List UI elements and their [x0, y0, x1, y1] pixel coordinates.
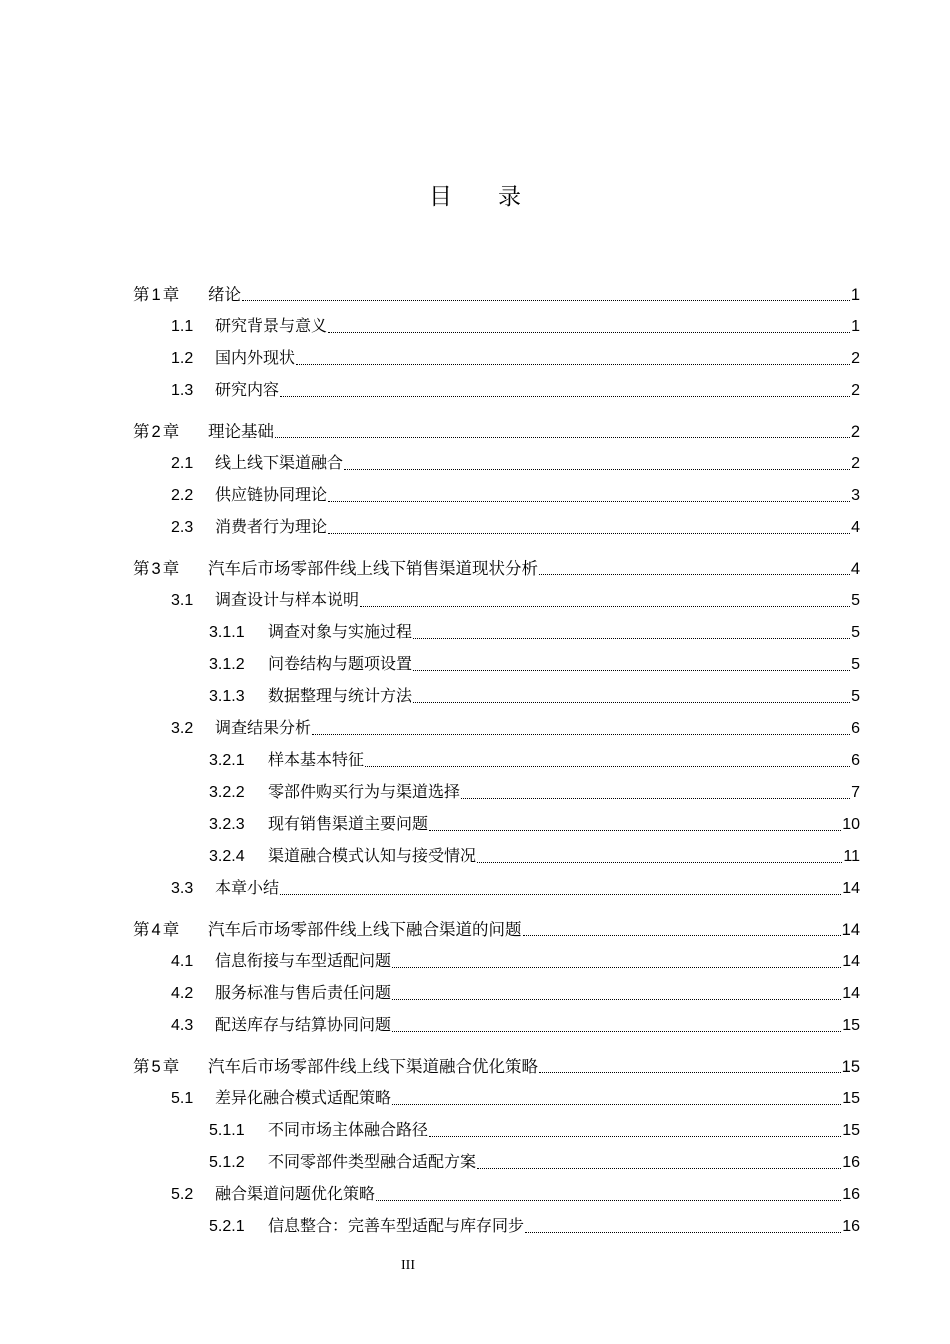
chapter-number: 1 [151, 286, 161, 304]
section-number: 5.1.2 [209, 1154, 245, 1171]
toc-entry-page: 4 [851, 519, 860, 536]
dot-leader [344, 469, 850, 470]
dot-leader [328, 533, 850, 534]
toc-entry-label: 渠道融合模式认知与接受情况 [268, 846, 477, 865]
dot-leader [376, 1200, 841, 1201]
toc-entry-page: 3 [851, 487, 860, 504]
dot-leader [539, 574, 850, 575]
dot-leader [392, 1104, 841, 1105]
toc-entry-number [209, 1152, 268, 1172]
toc-entry[interactable] [171, 875, 860, 899]
dot-leader [413, 638, 850, 639]
toc-entry[interactable] [133, 916, 860, 940]
toc-entry-label: 调查结果分析 [215, 718, 312, 737]
toc-entry-number [171, 590, 215, 610]
toc-entry-number [171, 380, 215, 400]
toc-entry[interactable] [171, 1012, 860, 1036]
toc-entry[interactable] [209, 811, 860, 835]
toc-entry-label: 服务标准与售后责任问题 [215, 983, 392, 1002]
section-number: 5.2 [171, 1186, 194, 1203]
toc-entry-label: 信息衔接与车型适配问题 [215, 951, 392, 970]
toc-entry[interactable] [171, 980, 860, 1004]
section-number: 5.1 [171, 1090, 194, 1107]
toc-entry-page: 5 [851, 592, 860, 609]
toc-entry-number [133, 281, 208, 305]
toc-entry-label: 调查设计与样本说明 [215, 590, 360, 609]
toc-entry-page: 1 [850, 286, 860, 304]
toc-entry-label: 汽车后市场零部件线上线下融合渠道的问题 [208, 920, 522, 939]
toc-entry-page: 11 [843, 848, 860, 865]
toc-entry-number [171, 718, 215, 738]
toc-entry-number [171, 878, 215, 898]
dot-leader [525, 1232, 841, 1233]
chapter-suffix: 章 [162, 285, 180, 304]
section-number: 4.3 [171, 1017, 194, 1034]
toc-entry-number [171, 1015, 215, 1035]
toc-entry[interactable] [171, 345, 860, 369]
dot-leader [360, 606, 850, 607]
toc-entry-label: 线上线下渠道融合 [215, 453, 344, 472]
dot-leader [392, 999, 841, 1000]
dot-leader [429, 1136, 841, 1137]
toc-entry-page: 10 [842, 816, 860, 833]
toc-entry-number [171, 983, 215, 1003]
toc-entry-number [171, 1088, 215, 1108]
section-number: 3.3 [171, 880, 194, 897]
toc-entry[interactable] [171, 313, 860, 337]
toc-entry-number [171, 485, 215, 505]
toc-entry-label: 样本基本特征 [268, 750, 365, 769]
page-number: III [401, 1258, 415, 1273]
toc-entry-label: 汽车后市场零部件线上线下渠道融合优化策略 [208, 1057, 538, 1076]
toc-entry[interactable] [171, 514, 860, 538]
toc-entry-page: 2 [851, 382, 860, 399]
toc-entry-number [209, 1120, 268, 1140]
toc-entry-page: 2 [850, 423, 860, 441]
toc-entry-page: 14 [842, 953, 860, 970]
toc-entry-page: 15 [842, 1017, 860, 1034]
toc-entry-number [133, 1053, 208, 1077]
dot-leader [275, 437, 850, 438]
toc-entry-page: 14 [842, 985, 860, 1002]
toc-entry-number [133, 418, 208, 442]
toc-entry-label: 不同市场主体融合路径 [268, 1120, 429, 1139]
chapter-prefix: 第 [133, 285, 150, 304]
toc-entry-page: 7 [851, 784, 860, 801]
chapter-suffix: 章 [162, 920, 180, 939]
chapter-suffix: 章 [162, 559, 180, 578]
chapter-prefix: 第 [133, 559, 150, 578]
toc-entry-label: 现有销售渠道主要问题 [268, 814, 429, 833]
section-number: 3.2 [171, 720, 194, 737]
dot-leader [413, 702, 850, 703]
toc-entry[interactable] [209, 619, 860, 643]
toc-entry[interactable] [133, 418, 860, 442]
toc-entry[interactable] [171, 377, 860, 401]
toc-entry-page: 16 [842, 1154, 860, 1171]
toc-entry-page: 16 [842, 1186, 860, 1203]
dot-leader [296, 364, 850, 365]
toc-entry-page: 5 [851, 688, 860, 705]
toc-entry-label: 零部件购买行为与渠道选择 [268, 782, 461, 801]
toc-entry[interactable] [171, 587, 860, 611]
toc-entry-label: 绪论 [208, 285, 241, 304]
chapter-number: 3 [151, 560, 161, 578]
toc-entry[interactable] [209, 1149, 860, 1173]
dot-leader [242, 300, 850, 301]
toc-entry[interactable] [171, 450, 860, 474]
section-number: 5.1.1 [209, 1122, 245, 1139]
toc-entry-label: 配送库存与结算协同问题 [215, 1015, 392, 1034]
toc-entry-page: 4 [850, 560, 860, 578]
toc-entry-number [209, 814, 268, 834]
toc-entry-label: 本章小结 [215, 878, 280, 897]
chapter-suffix: 章 [162, 422, 180, 441]
toc-entry-page: 2 [851, 350, 860, 367]
toc-title-part1: 目 [429, 184, 452, 210]
toc-entry-number [209, 1216, 268, 1236]
toc-entry-label: 研究内容 [215, 380, 280, 399]
section-number: 3.2.3 [209, 816, 245, 833]
toc-entry-label: 供应链协同理论 [215, 485, 328, 504]
toc-entry-label: 差异化融合模式适配策略 [215, 1088, 392, 1107]
toc-entry-number [171, 453, 215, 473]
toc-entry-number [171, 316, 215, 336]
toc-entry-page: 5 [851, 656, 860, 673]
chapter-number: 4 [151, 921, 161, 939]
toc-entry[interactable] [209, 683, 860, 707]
toc-entry-number [209, 654, 268, 674]
toc-entry-page: 16 [842, 1218, 860, 1235]
section-number: 3.2.2 [209, 784, 245, 801]
toc-entry-page: 14 [842, 880, 860, 897]
dot-leader [477, 862, 842, 863]
toc-entry-number [171, 517, 215, 537]
toc-entry[interactable] [209, 843, 860, 867]
section-number: 1.2 [171, 350, 194, 367]
toc-title [0, 178, 950, 211]
section-number: 1.3 [171, 382, 194, 399]
toc-entry-number [133, 916, 208, 940]
toc-entry[interactable] [171, 1181, 860, 1205]
toc-entry-page: 2 [851, 455, 860, 472]
section-number: 5.2.1 [209, 1218, 245, 1235]
toc-entry-number [171, 348, 215, 368]
dot-leader [392, 1031, 841, 1032]
dot-leader [312, 734, 850, 735]
toc-entry-page: 15 [841, 1058, 860, 1076]
toc-entry[interactable] [133, 1053, 860, 1077]
chapter-prefix: 第 [133, 920, 150, 939]
dot-leader [429, 830, 841, 831]
toc-entry-page: 15 [842, 1090, 860, 1107]
section-number: 2.2 [171, 487, 194, 504]
dot-leader [328, 332, 850, 333]
section-number: 3.2.4 [209, 848, 245, 865]
toc-entry[interactable] [171, 948, 860, 972]
toc-title-part2: 录 [498, 184, 521, 210]
toc-entry-number [171, 951, 215, 971]
toc-entry-label: 问卷结构与题项设置 [268, 654, 413, 673]
dot-leader [539, 1072, 841, 1073]
dot-leader [413, 670, 850, 671]
toc-entry-label: 调查对象与实施过程 [268, 622, 413, 641]
section-number: 3.2.1 [209, 752, 245, 769]
toc-entry-number [171, 1184, 215, 1204]
dot-leader [477, 1168, 841, 1169]
toc-entry-page: 6 [851, 752, 860, 769]
section-number: 1.1 [171, 318, 194, 335]
dot-leader [461, 798, 850, 799]
toc-entry-label: 数据整理与统计方法 [268, 686, 413, 705]
dot-leader [280, 396, 850, 397]
toc-entry[interactable] [209, 779, 860, 803]
toc-entry[interactable] [133, 555, 860, 579]
section-number: 4.2 [171, 985, 194, 1002]
section-number: 3.1.1 [209, 624, 245, 641]
toc-entry[interactable] [209, 651, 860, 675]
chapter-suffix: 章 [162, 1057, 180, 1076]
toc-entry-page: 5 [851, 624, 860, 641]
toc-entry-label: 信息整合：完善车型适配与库存同步 [268, 1216, 525, 1235]
toc-entry-label: 不同零部件类型融合适配方案 [268, 1152, 477, 1171]
toc-entry[interactable] [171, 482, 860, 506]
toc-entry[interactable] [209, 747, 860, 771]
chapter-prefix: 第 [133, 422, 150, 441]
toc-entry-number [209, 782, 268, 802]
toc-entry-label: 汽车后市场零部件线上线下销售渠道现状分析 [208, 559, 538, 578]
toc-entry-number [209, 750, 268, 770]
dot-leader [280, 894, 841, 895]
toc-entry-label: 消费者行为理论 [215, 517, 328, 536]
toc-entry-page: 1 [851, 318, 860, 335]
toc-entry-label: 融合渠道问题优化策略 [215, 1184, 376, 1203]
chapter-prefix: 第 [133, 1057, 150, 1076]
chapter-number: 2 [151, 423, 161, 441]
toc-entry-label: 国内外现状 [215, 348, 296, 367]
dot-leader [328, 501, 850, 502]
toc-entry-label: 理论基础 [208, 422, 274, 441]
dot-leader [523, 935, 841, 936]
section-number: 4.1 [171, 953, 194, 970]
toc-entry-number [209, 846, 268, 866]
section-number: 3.1 [171, 592, 194, 609]
toc-entry-page: 15 [842, 1122, 860, 1139]
toc-entry-number [209, 686, 268, 706]
section-number: 2.3 [171, 519, 194, 536]
toc-entry[interactable] [209, 1213, 860, 1237]
section-number: 3.1.2 [209, 656, 245, 673]
dot-leader [392, 967, 841, 968]
toc-entry-label: 研究背景与意义 [215, 316, 328, 335]
toc-entry-page: 14 [841, 921, 860, 939]
toc-entry[interactable] [209, 1117, 860, 1141]
toc-entry-number [209, 622, 268, 642]
dot-leader [365, 766, 850, 767]
chapter-number: 5 [151, 1058, 161, 1076]
toc-entry[interactable] [133, 281, 860, 305]
toc-entry[interactable] [171, 1085, 860, 1109]
toc-entry-number [133, 555, 208, 579]
section-number: 2.1 [171, 455, 194, 472]
section-number: 3.1.3 [209, 688, 245, 705]
toc-entry[interactable] [171, 715, 860, 739]
toc-entry-page: 6 [851, 720, 860, 737]
